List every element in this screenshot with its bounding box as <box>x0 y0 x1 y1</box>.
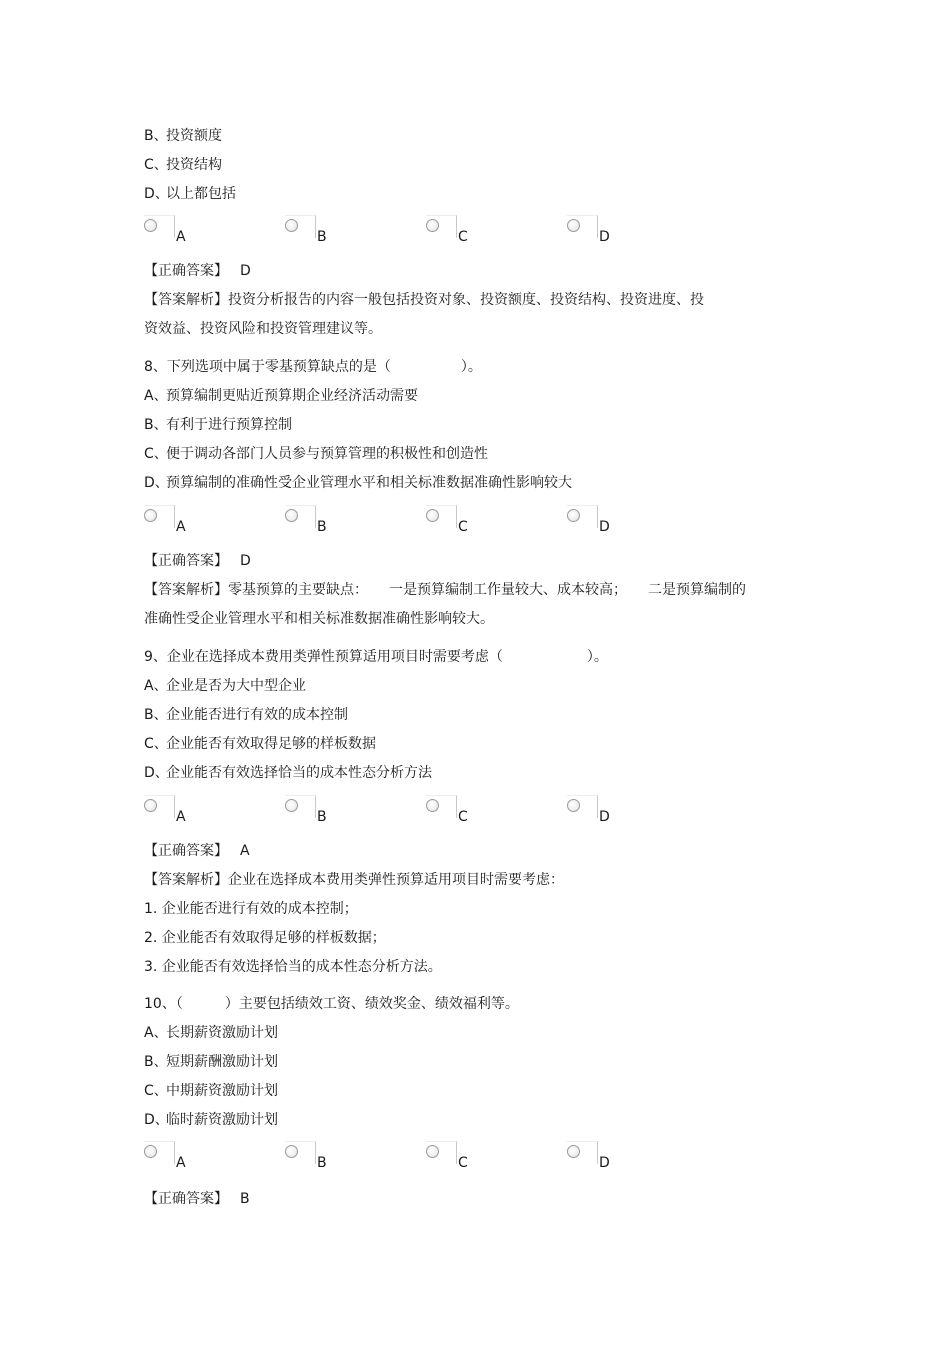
q9-correct-answer: 【正确答案】 A <box>144 843 250 859</box>
q8-option-d: D、预算编制的准确性受企业管理水平和相关标准数据准确性影响较大 <box>144 475 572 491</box>
q8-radio-c[interactable]: C <box>426 505 486 545</box>
q9-analysis-point: 2. 企业能否有效取得足够的样板数据； <box>144 930 386 946</box>
q10-option-d: D、临时薪资激励计划 <box>144 1112 278 1128</box>
q9-radio-c[interactable]: C <box>426 795 486 835</box>
q10-stem: 10、（ ）主要包括绩效工资、绩效奖金、绩效福利等。 <box>144 996 519 1012</box>
q7-option-b: B、投资额度 <box>144 128 222 144</box>
q8-option-b: B、有利于进行预算控制 <box>144 417 292 433</box>
q7-correct-answer: 【正确答案】 D <box>144 263 251 279</box>
q10-option-b: B、短期薪酬激励计划 <box>144 1054 278 1070</box>
q8-stem: 8、下列选项中属于零基预算缺点的是（ ）。 <box>144 359 482 375</box>
q10-radio-group <box>144 1141 664 1181</box>
q10-option-a: A、长期薪资激励计划 <box>144 1025 278 1041</box>
q9-stem: 9、企业在选择成本费用类弹性预算适用项目时需要考虑（ ）。 <box>144 649 608 665</box>
q10-radio-a[interactable]: A <box>144 1141 204 1181</box>
q7-option-d: D、以上都包括 <box>144 186 236 202</box>
q9-radio-group <box>144 795 664 835</box>
q7-option-c: C、投资结构 <box>144 157 222 173</box>
radio-icon[interactable] <box>285 799 298 812</box>
radio-icon[interactable] <box>144 799 157 812</box>
q10-radio-d[interactable]: D <box>567 1141 627 1181</box>
q7-analysis-line2: 资效益、投资风险和投资管理建议等。 <box>144 321 382 337</box>
q7-radio-b[interactable]: B <box>285 215 345 255</box>
radio-icon[interactable] <box>426 509 439 522</box>
q9-option-c: C、企业能否有效取得足够的样板数据 <box>144 736 376 752</box>
q9-analysis-line1: 【答案解析】企业在选择成本费用类弹性预算适用项目时需要考虑： <box>144 872 564 888</box>
radio-icon[interactable] <box>567 1145 580 1158</box>
radio-icon[interactable] <box>144 1145 157 1158</box>
q10-radio-c[interactable]: C <box>426 1141 486 1181</box>
radio-icon[interactable] <box>567 799 580 812</box>
radio-icon[interactable] <box>426 799 439 812</box>
q9-option-a: A、企业是否为大中型企业 <box>144 678 306 694</box>
radio-icon[interactable] <box>567 509 580 522</box>
radio-icon[interactable] <box>426 1145 439 1158</box>
q8-analysis-line1: 【答案解析】零基预算的主要缺点： 一是预算编制工作量较大、成本较高； 二是预算编制的 <box>144 582 746 598</box>
q7-radio-d[interactable]: D <box>567 215 627 255</box>
radio-icon[interactable] <box>285 1145 298 1158</box>
q9-radio-d[interactable]: D <box>567 795 627 835</box>
q9-radio-b[interactable]: B <box>285 795 345 835</box>
q9-analysis-point: 3. 企业能否有效选择恰当的成本性态分析方法。 <box>144 959 442 975</box>
q8-radio-a[interactable]: A <box>144 505 204 545</box>
q9-option-d: D、企业能否有效选择恰当的成本性态分析方法 <box>144 765 432 781</box>
q7-radio-c[interactable]: C <box>426 215 486 255</box>
radio-icon[interactable] <box>426 219 439 232</box>
q7-radio-group <box>144 215 664 255</box>
radio-icon[interactable] <box>285 509 298 522</box>
q8-option-a: A、预算编制更贴近预算期企业经济活动需要 <box>144 388 418 404</box>
q7-radio-a[interactable]: A <box>144 215 204 255</box>
q9-analysis-point: 1. 企业能否进行有效的成本控制； <box>144 901 358 917</box>
q8-radio-d[interactable]: D <box>567 505 627 545</box>
q10-option-c: C、中期薪资激励计划 <box>144 1083 278 1099</box>
q9-radio-a[interactable]: A <box>144 795 204 835</box>
radio-icon[interactable] <box>285 219 298 232</box>
q8-option-c: C、便于调动各部门人员参与预算管理的积极性和创造性 <box>144 446 488 462</box>
q9-option-b: B、企业能否进行有效的成本控制 <box>144 707 348 723</box>
radio-icon[interactable] <box>144 219 157 232</box>
q8-analysis-line2: 准确性受企业管理水平和相关标准数据准确性影响较大。 <box>144 611 494 627</box>
radio-icon[interactable] <box>567 219 580 232</box>
q8-radio-b[interactable]: B <box>285 505 345 545</box>
q10-correct-answer: 【正确答案】 B <box>144 1191 250 1207</box>
q8-radio-group <box>144 505 664 545</box>
radio-icon[interactable] <box>144 509 157 522</box>
q10-radio-b[interactable]: B <box>285 1141 345 1181</box>
q8-correct-answer: 【正确答案】 D <box>144 553 251 569</box>
q7-analysis-line1: 【答案解析】投资分析报告的内容一般包括投资对象、投资额度、投资结构、投资进度、投 <box>144 292 704 308</box>
